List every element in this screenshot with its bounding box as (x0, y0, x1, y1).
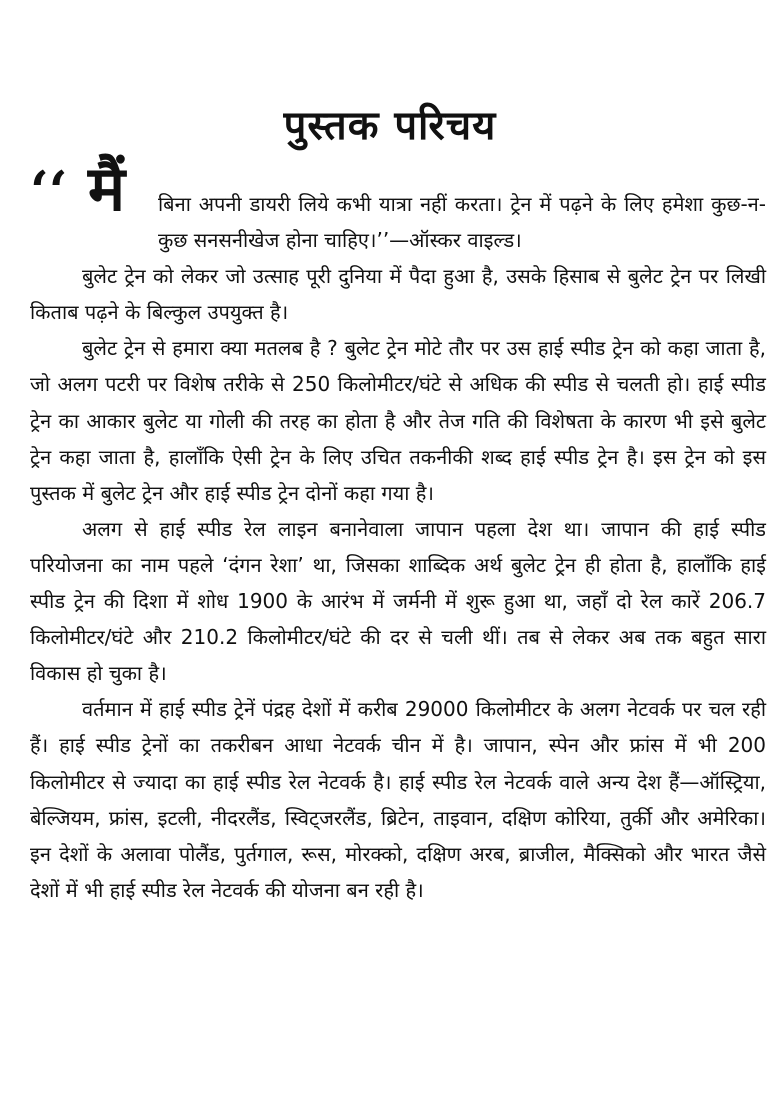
opening-quote-mark: ‘‘ (30, 159, 68, 223)
paragraph: वर्तमान में हाई स्पीड ट्रेनें पंद्रह देशों में करीब 29000 किलोमीटर के अलग नेटवर्क पर चल रही हैं। हाई स्पीड ट्रेनों का तकरीबन आधा नेटवर्क चीन में है। जापान, स्पेन और फ्रांस में भी 200 किलोमीटर से ज्यादा का हाई स्पीड रेल नेटवर्क है। हाई स्पीड रेल नेटवर्क वाले अन्य देश हैं—ऑस्ट्रिया, बेल्जियम, फ्रांस, इटली, नीदरलैंड, स्विट्जरलैंड, ब्रिटेन, ताइवान, दक्षिण कोरिया, तुर्की और अमेरिका। इन देशों के अलावा पोलैंड, पुर्तगाल, रूस, मोरक्को, दक्षिण अरब, ब्राजील, मैक्सिको और भारत जैसे देशों में भी हाई स्पीड रेल नेटवर्क की योजना बन रही है। (30, 697, 766, 902)
body-text (30, 186, 766, 908)
drop-cap: मैं (88, 152, 126, 225)
paragraph: बुलेट ट्रेन से हमारा क्या मतलब है ? बुलेट ट्रेन मोटे तौर पर उस हाई स्पीड ट्रेन को कहा जाता है, जो अलग पटरी पर विशेष तरीके से 250 किलोमीटर/घंटे से अधिक की स्पीड से चलती हो। हाई स्पीड ट्रेन का आकार बुलेट या गोली की तरह का होता है और तेज गति की विशेषता के कारण भी इसे बुलेट ट्रेन कहा जाता है, हालाँकि ऐसी ट्रेन के लिए उचित तकनीकी शब्द हाई स्पीड ट्रेन है। इस ट्रेन को इस पुस्तक में बुलेट ट्रेन और हाई स्पीड ट्रेन दोनों कहा गया है। (30, 336, 766, 505)
paragraph: अलग से हाई स्पीड रेल लाइन बनानेवाला जापान पहला देश था। जापान की हाई स्पीड परियोजना का नाम पहले ‘दंगन रेशा’ था, जिसका शाब्दिक अर्थ बुलेट ट्रेन ही होता है, हालाँकि हाई स्पीड ट्रेन की दिशा में शोध 1900 के आरंभ में जर्मनी में शुरू हुआ था, जहाँ दो रेल कारें 206.7 किलोमीटर/घंटे और 210.2 किलोमीटर/घंटे की दर से चली थीं। तब से लेकर अब तक बहुत सारा विकास हो चुका है। (30, 516, 766, 686)
page-title: पुस्तक परिचय (283, 103, 497, 149)
paragraph: बुलेट ट्रेन को लेकर जो उत्साह पूरी दुनिया में पैदा हुआ है, उसके हिसाब से बुलेट ट्रेन पर लिखी किताब पढ़ने के बिल्कुल उपयुक्त है। (30, 264, 766, 325)
paragraph-quote: बिना अपनी डायरी लिये कभी यात्रा नहीं करता। ट्रेन में पढ़ने के लिए हमेशा कुछ-न-कुछ सनसनीखेज होना चाहिए।’’—ऑस्कर वाइल्ड। (158, 192, 766, 253)
